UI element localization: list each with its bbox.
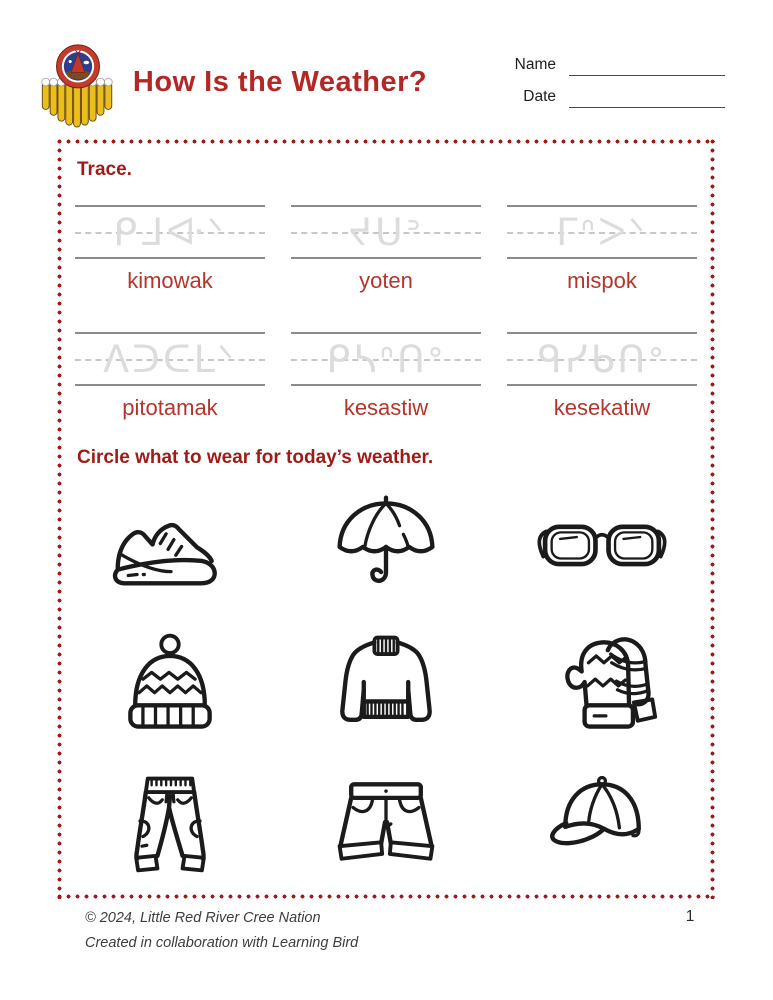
circle-item-umbrella[interactable] (291, 475, 481, 614)
trace-syllabics: ᑭᓴᐢᑎᐤ (326, 337, 446, 381)
trace-cell (75, 205, 265, 294)
trace-word-label: mispok (567, 268, 637, 293)
trace-writing-area[interactable] (75, 332, 265, 386)
date-field[interactable] (569, 87, 725, 108)
sweater-icon (328, 626, 444, 742)
trace-word-label: kesekatiw (553, 395, 651, 420)
trace-word-label: kimowak (127, 268, 213, 293)
trace-syllabics: ᑭᒧᐘᐠ (113, 210, 227, 254)
name-field[interactable] (569, 55, 725, 76)
trace-syllabics: ᐱᑐᑕᒪᐠ (103, 337, 237, 381)
circle-item-running-shoe[interactable] (75, 475, 265, 614)
circle-item-winter-hat[interactable] (75, 614, 265, 753)
trace-syllabics: ᔪᑌᐣ (348, 210, 424, 254)
trace-writing-area[interactable] (75, 205, 265, 259)
trace-cell (507, 332, 697, 421)
circle-item-glasses[interactable] (507, 475, 697, 614)
footer-credit: Created in collaboration with Learning Bird (85, 934, 359, 951)
trace-cell (291, 205, 481, 294)
circle-item-mittens[interactable] (507, 614, 697, 753)
running-shoe-icon (107, 496, 233, 593)
umbrella-icon (328, 487, 444, 603)
name-row (508, 55, 725, 76)
jogger-pants-icon (112, 765, 228, 881)
trace-word-label: yoten (359, 268, 413, 293)
trace-word-label: kesastiw (343, 395, 429, 420)
trace-row-1 (75, 205, 697, 294)
winter-hat-icon (112, 626, 228, 742)
trace-writing-area[interactable] (291, 332, 481, 386)
name-date-block (508, 55, 725, 108)
page-title: How Is the Weather? (132, 66, 428, 98)
trace-writing-area[interactable] (507, 205, 697, 259)
trace-row-2 (75, 332, 697, 421)
footer (85, 906, 358, 956)
dotted-border-left (57, 139, 62, 899)
trace-cell (291, 332, 481, 421)
date-row (508, 87, 725, 108)
trace-word-label: pitotamak (122, 395, 218, 420)
circle-item-baseball-cap[interactable] (507, 753, 697, 892)
dotted-border-top (57, 139, 715, 144)
circle-item-sweater[interactable] (291, 614, 481, 753)
worksheet-dotted-box (57, 139, 715, 899)
dotted-border-bottom (57, 894, 715, 899)
page-number: 1 (685, 908, 695, 925)
trace-cell (75, 332, 265, 421)
circle-heading: Circle what to wear for today’s weather. (77, 447, 434, 468)
name-label: Name (514, 56, 556, 73)
worksheet-content (75, 155, 697, 889)
clothing-icon-grid (75, 475, 697, 892)
trace-writing-area[interactable] (507, 332, 697, 386)
circle-item-jogger-pants[interactable] (75, 753, 265, 892)
trace-cell (507, 205, 697, 294)
shorts-icon (328, 765, 444, 881)
circle-item-shorts[interactable] (291, 753, 481, 892)
baseball-cap-icon (544, 765, 660, 881)
footer-copyright: © 2024, Little Red River Cree Nation (85, 910, 321, 926)
glasses-icon (532, 510, 672, 579)
dotted-border-right (710, 139, 715, 899)
trace-heading: Trace. (77, 159, 132, 180)
mittens-icon (544, 626, 660, 742)
trace-syllabics: ᒥᐢᐳᐠ (556, 210, 648, 254)
trace-syllabics: ᑫᓯᑲᑎᐤ (537, 337, 667, 381)
date-label: Date (523, 88, 556, 105)
trace-writing-area[interactable] (291, 205, 481, 259)
